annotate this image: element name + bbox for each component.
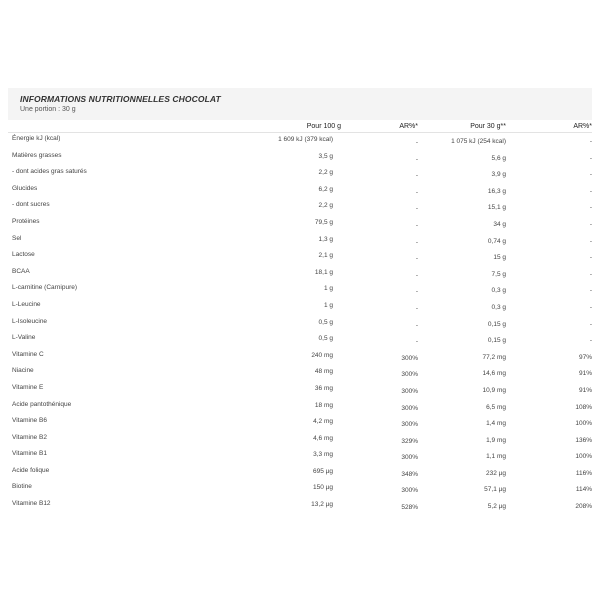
ar-per-30g: 114% [575,486,592,494]
value-per-30g: 0,3 g [491,303,506,311]
value-per-30g: 5,6 g [491,154,506,162]
value-per-30g: 0,3 g [491,287,506,295]
value-per-100g: 1 g [323,301,333,309]
table-row [8,465,592,482]
nutrient-name: Vitamine B2 [12,433,47,441]
nutrition-table [8,88,592,515]
table-row [8,481,592,498]
value-per-30g: 1 075 kJ (254 kcal) [451,138,506,145]
value-per-30g: 1,1 mg [486,453,506,461]
ar-per-100g: - [415,188,418,196]
ar-per-30g: - [589,320,592,328]
ar-per-100g: - [415,172,418,180]
nutrient-name: - dont sucres [12,201,50,209]
value-per-30g: 16,3 g [487,187,506,195]
value-per-100g: 4,2 mg [313,418,333,426]
table-row [8,150,592,167]
ar-per-30g: - [589,171,592,179]
ar-per-100g: 528% [401,504,418,512]
table-row [8,349,592,366]
value-per-100g: 3,3 mg [313,451,333,459]
header-ar-30g: AR%* [573,123,592,130]
ar-per-100g: 300% [401,454,418,462]
table-title: INFORMATIONS NUTRITIONNELLES CHOCOLAT [20,94,221,104]
ar-per-100g: 329% [401,437,418,445]
nutrient-name: Sel [12,234,22,242]
nutrient-name: Biotine [12,483,32,491]
nutrient-name: Lactose [12,251,35,259]
ar-per-30g: - [589,187,592,195]
ar-per-30g: 116% [575,469,592,477]
value-per-30g: 34 g [493,220,506,228]
value-per-100g: 6,2 g [318,185,333,193]
nutrient-name: Vitamine C [12,350,44,358]
value-per-100g: 3,5 g [318,152,333,160]
nutrient-name: L-Leucine [12,300,41,308]
value-per-100g: 0,5 g [318,318,333,326]
table-row [8,498,592,515]
value-per-100g: 2,2 g [318,202,333,210]
header-per-100g: Pour 100 g [306,123,341,130]
value-per-100g: 48 mg [314,368,333,376]
table-row [8,365,592,382]
nutrient-name: L-carnitine (Carnipure) [12,284,78,292]
nutrient-name: Vitamine E [12,383,44,391]
value-per-30g: 10,9 mg [482,386,506,394]
ar-per-100g: 300% [401,387,418,395]
value-per-100g: 0,5 g [318,335,333,343]
ar-per-100g: - [415,255,418,263]
table-header-box [8,88,592,120]
ar-per-30g: - [589,138,592,145]
table-body [8,133,592,515]
value-per-100g: 13,2 µg [311,501,333,509]
value-per-100g: 695 µg [312,467,333,475]
value-per-30g: 7,5 g [491,270,506,278]
value-per-100g: 150 µg [312,484,333,492]
table-row [8,249,592,266]
ar-per-30g: - [589,337,592,345]
value-per-30g: 1,9 mg [486,436,506,444]
table-row [8,432,592,449]
table-row [8,216,592,233]
value-per-30g: 14,6 mg [482,370,506,378]
ar-per-30g: - [589,303,592,311]
ar-per-100g: - [415,288,418,296]
header-per-30g: Pour 30 g** [470,123,506,130]
value-per-100g: 1,3 g [318,235,333,243]
ar-per-100g: - [415,238,418,246]
ar-per-100g: - [415,304,418,312]
ar-per-30g: - [589,220,592,228]
ar-per-30g: 136% [575,436,592,444]
ar-per-30g: 91% [578,370,592,378]
value-per-30g: 6,5 mg [486,403,506,411]
table-row [8,448,592,465]
ar-per-30g: 91% [578,386,592,394]
value-per-30g: 57,1 µg [484,486,506,494]
ar-per-100g: 300% [401,487,418,495]
ar-per-100g: - [415,205,418,213]
nutrient-name: Vitamine B1 [12,450,47,458]
table-row [8,299,592,316]
ar-per-100g: 300% [401,404,418,412]
ar-per-30g: - [589,254,592,262]
nutrient-name: Vitamine B6 [12,417,47,425]
ar-per-30g: 97% [578,353,592,361]
value-per-100g: 4,6 mg [313,434,333,442]
table-row [8,282,592,299]
value-per-100g: 79,5 g [314,218,333,226]
value-per-30g: 0,15 g [487,337,506,345]
nutrient-name: Protéines [12,217,40,225]
ar-per-100g: - [415,321,418,329]
value-per-30g: 232 µg [485,469,506,477]
nutrient-name: Acide folique [12,466,50,474]
ar-per-100g: 300% [401,371,418,379]
nutrient-name: Acide pantothénique [12,400,72,408]
table-row [8,199,592,216]
ar-per-100g: - [415,155,418,163]
value-per-30g: 0,15 g [487,320,506,328]
value-per-30g: 5,2 µg [487,503,506,511]
nutrient-name: Vitamine B12 [12,500,51,508]
value-per-30g: 1,4 mg [486,420,506,428]
value-per-100g: 2,1 g [318,252,333,260]
table-row [8,332,592,349]
column-headers [8,120,592,133]
table-row [8,133,592,150]
nutrient-name: L-Isoleucine [12,317,48,325]
ar-per-30g: - [589,204,592,212]
value-per-100g: 18,1 g [314,268,333,276]
value-per-30g: 15,1 g [487,204,506,212]
ar-per-30g: 108% [575,403,592,411]
table-row [8,233,592,250]
value-per-100g: 1 609 kJ (379 kcal) [278,136,333,143]
ar-per-30g: 100% [575,453,592,461]
value-per-30g: 0,74 g [487,237,506,245]
nutrient-name: Glucides [12,184,38,192]
ar-per-30g: - [589,270,592,278]
ar-per-100g: 300% [401,421,418,429]
ar-per-100g: - [415,139,418,146]
value-per-30g: 3,9 g [491,171,506,179]
value-per-100g: 2,2 g [318,169,333,177]
value-per-100g: 36 mg [314,384,333,392]
nutrient-name: Matières grasses [12,151,62,159]
nutrient-name: L-Valine [12,334,36,342]
ar-per-30g: 208% [575,503,592,511]
value-per-100g: 240 mg [311,351,333,359]
ar-per-30g: - [589,287,592,295]
ar-per-30g: 100% [575,420,592,428]
nutrient-name: Niacine [12,367,34,375]
value-per-30g: 77,2 mg [482,353,506,361]
nutrient-name: BCAA [12,267,30,275]
table-row [8,266,592,283]
nutrient-name: - dont acides gras saturés [12,168,87,176]
nutrient-name: Énergie kJ (kcal) [12,135,61,142]
value-per-100g: 18 mg [314,401,333,409]
ar-per-100g: 348% [401,470,418,478]
table-row [8,399,592,416]
table-row [8,316,592,333]
table-subtitle: Une portion : 30 g [20,106,76,113]
ar-per-100g: - [415,271,418,279]
table-row [8,166,592,183]
ar-per-30g: - [589,237,592,245]
ar-per-30g: - [589,154,592,162]
ar-per-100g: 300% [401,354,418,362]
ar-per-100g: - [415,221,418,229]
header-ar-100g: AR%* [399,123,418,130]
table-row [8,415,592,432]
value-per-30g: 15 g [493,254,506,262]
table-row [8,183,592,200]
value-per-100g: 1 g [323,285,333,293]
ar-per-100g: - [415,338,418,346]
table-row [8,382,592,399]
